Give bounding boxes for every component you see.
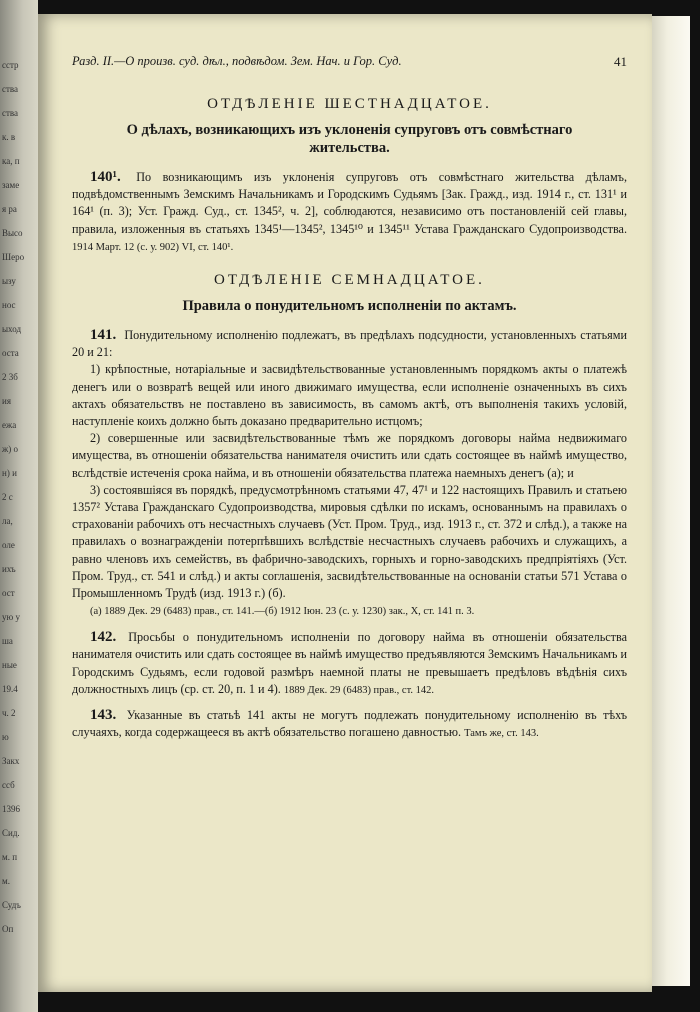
- left-page-fragment: ка, п: [2, 156, 20, 166]
- left-page-fragment: Сид.: [2, 828, 20, 838]
- section-17-title: ОТДѢЛЕНІЕ СЕМНАДЦАТОЕ.: [214, 272, 485, 289]
- article-141-item-2: 2) совершенные или засвидѣтельствованные тѣмъ же порядкомъ договоры найма недвижимаго имущества, въ отношеніи обязательства нанимателя очистить или сдать состоящее въ наймѣ имущество, вслѣдствіе истеченія срока найма, и въ отношеніи обязательства платежа наемныхъ денегъ (а); и: [72, 431, 627, 480]
- book-page: [38, 14, 652, 992]
- left-page-fragment: заме: [2, 180, 20, 190]
- section-17-subtitle: Правила о понудительномъ исполненіи по актамъ.: [182, 298, 517, 315]
- left-page-fragment: 19.4: [2, 684, 18, 694]
- left-page-fragment: ызу: [2, 276, 16, 286]
- left-page-fragment: ч. 2: [2, 708, 16, 718]
- page-edge: [652, 16, 690, 986]
- left-page-fragment: ыход: [2, 324, 22, 334]
- left-page-fragment: ша: [2, 636, 13, 646]
- left-page-fragment: я ра: [2, 204, 17, 214]
- article-text: Просьбы о понудительномъ исполненіи по договору найма въ отношеніи обязательства нанимателя очистить или сдать состоящее въ наймѣ имущество предъявляются Земскимъ Начальникамъ и Городскимъ Судьямъ, если годовой размѣръ наемной платы не превышаетъ предѣловъ вѣдѣнія сихъ должностныхъ лицъ (ср. ст. 20, п. 1 и 4).: [72, 630, 627, 696]
- left-page-fragment: м.: [2, 876, 10, 886]
- article-141-item-3: 3) состоявшіяся въ порядкѣ, предусмотрѣнномъ статьями 47, 47¹ и 122 настоящихъ Правилъ и статьею 1357² Устава Гражданскаго Судопроизводства, мировыя сдѣлки по искамъ, основаннымъ на правилахъ о страхованіи рабочихъ отъ несчастныхъ случаевъ (Уст. Пром. Труд., изд. 1913 г., ст. 372 и слѣд.), а также на правилахъ о вознагражденіи потерпѣвшихъ вслѣдствіе несчастныхъ случаевъ рабочихъ и служащихъ, а равно членовъ ихъ семействъ, въ фабрично-заводскихъ, горныхъ и горно-заводскихъ предпріятіяхъ (Уст. Пром. Труд., ст. 541 и слѣд.) и акты соглашенія, засвидѣтельствованные на основаніи статьи 571 Устава о Промышленномъ Трудѣ (изд. 1913 г.) (б).: [72, 482, 627, 601]
- left-page-fragment: сстр: [2, 60, 19, 70]
- article-source: Тамъ же, ст. 143.: [464, 728, 539, 740]
- left-page-fragment: оле: [2, 540, 15, 550]
- left-page-fragment: ж) о: [2, 444, 18, 454]
- article-140-1: [72, 169, 627, 256]
- article-141-source: (а) 1889 Дек. 29 (6483) прав., ст. 141.—(б) 1912 Іюн. 23 (с. у. 1230) зак., X, ст. 141 п. 3.: [90, 606, 475, 618]
- article-text: По возникающимъ изъ уклоненія супруговъ отъ совмѣстнаго жительства дѣламъ, подвѣдомственнымъ Земскимъ Начальникамъ и Городскимъ Судьямъ [Зак. Гражд., изд. 1914 г., ст. 131¹ и 164¹ (п. 3); Уст. Гражд. Суд., ст. 1345², ч. 2], соблюдаются, независимо отъ постановленій сей главы, правила, изложенныя въ статьяхъ 1345¹—1345², 1345¹⁰ и 1345¹¹ Устава Гражданскаго Судопроизводства.: [72, 170, 628, 236]
- section-16-subtitle: О дѣлахъ, возникающихъ изъ уклоненія супруговъ отъ совмѣстнаго жительства.: [126, 122, 573, 156]
- left-page-fragment: м. п: [2, 852, 18, 862]
- left-page-fragment: ные: [2, 660, 17, 670]
- left-page-fragment: ихъ: [2, 564, 16, 574]
- left-page-fragment: ост: [2, 588, 15, 598]
- article-142: [72, 629, 627, 699]
- article-number: 140¹.: [90, 169, 121, 185]
- article-number: 143.: [90, 707, 117, 724]
- article-number: 141.: [90, 327, 117, 344]
- article-text: Понудительному исполненію подлежатъ, въ предѣлахъ подсудности, установленныхъ статьями 20 и 21:: [72, 328, 627, 360]
- article-source: 1914 Март. 12 (с. у. 902) VI, ст. 140¹.: [72, 241, 234, 253]
- article-source: 1889 Дек. 29 (6483) прав., ст. 142.: [283, 684, 435, 696]
- left-page-fragment: к. в: [2, 132, 16, 142]
- left-page-fragment: 1396: [2, 804, 20, 814]
- article-text: Указанные въ статьѣ 141 акты не могутъ подлежать понудительному исполненію въ тѣхъ случаяхъ, когда содержащееся въ актѣ обязательство погашено давностью.: [72, 708, 628, 740]
- page-content: [72, 54, 627, 750]
- left-page-fragment: ую у: [2, 612, 20, 622]
- left-page-fragment: Закх: [2, 756, 20, 766]
- left-page-fragment: ежа: [2, 420, 17, 430]
- left-page-fragment: н) и: [2, 468, 17, 478]
- section-16-title: ОТДѢЛЕНІЕ ШЕСТНАДЦАТОЕ.: [207, 96, 492, 112]
- left-page-fragment: оста: [2, 348, 19, 358]
- left-page-fragment: ла,: [2, 516, 13, 526]
- left-page-fragment: ия: [2, 396, 11, 406]
- left-facing-page: [0, 0, 38, 1012]
- left-page-fragment: нос: [2, 300, 16, 310]
- article-number: 142.: [90, 629, 117, 646]
- running-header: [72, 54, 627, 70]
- left-page-fragment: ссб: [2, 780, 15, 790]
- running-title: Разд. II.—О произв. суд. дѣл., подвѣдом. Зем. Нач. и Гор. Суд.: [72, 54, 402, 68]
- left-page-fragment: ства: [2, 84, 19, 94]
- left-page-fragment: ю: [2, 732, 9, 742]
- left-page-fragment: ства: [2, 108, 19, 118]
- left-page-fragment: 2 с: [2, 492, 13, 502]
- article-141-item-1: 1) крѣпостные, нотаріальные и засвидѣтельствованные установленнымъ порядкомъ акты о платежѣ денегъ или о возвратѣ вещей или иного движимаго имущества, если исполненіе означенныхъ въ сихъ актахъ обязательствъ не поставлено въ зависимость, въ самомъ актѣ, отъ выполненія такихъ условій, наступленіе коихъ должно быть доказано предварительно истцомъ;: [72, 362, 627, 429]
- article-143: [72, 707, 627, 742]
- left-page-fragment: 2 3б: [2, 372, 18, 382]
- page-number: 41: [614, 54, 627, 69]
- left-page-fragment: Оп: [2, 924, 14, 934]
- left-page-fragment: Судъ: [2, 900, 21, 910]
- article-141: [72, 327, 627, 361]
- left-page-fragment: Высо: [2, 228, 23, 238]
- left-page-fragment: Шеро: [2, 252, 25, 262]
